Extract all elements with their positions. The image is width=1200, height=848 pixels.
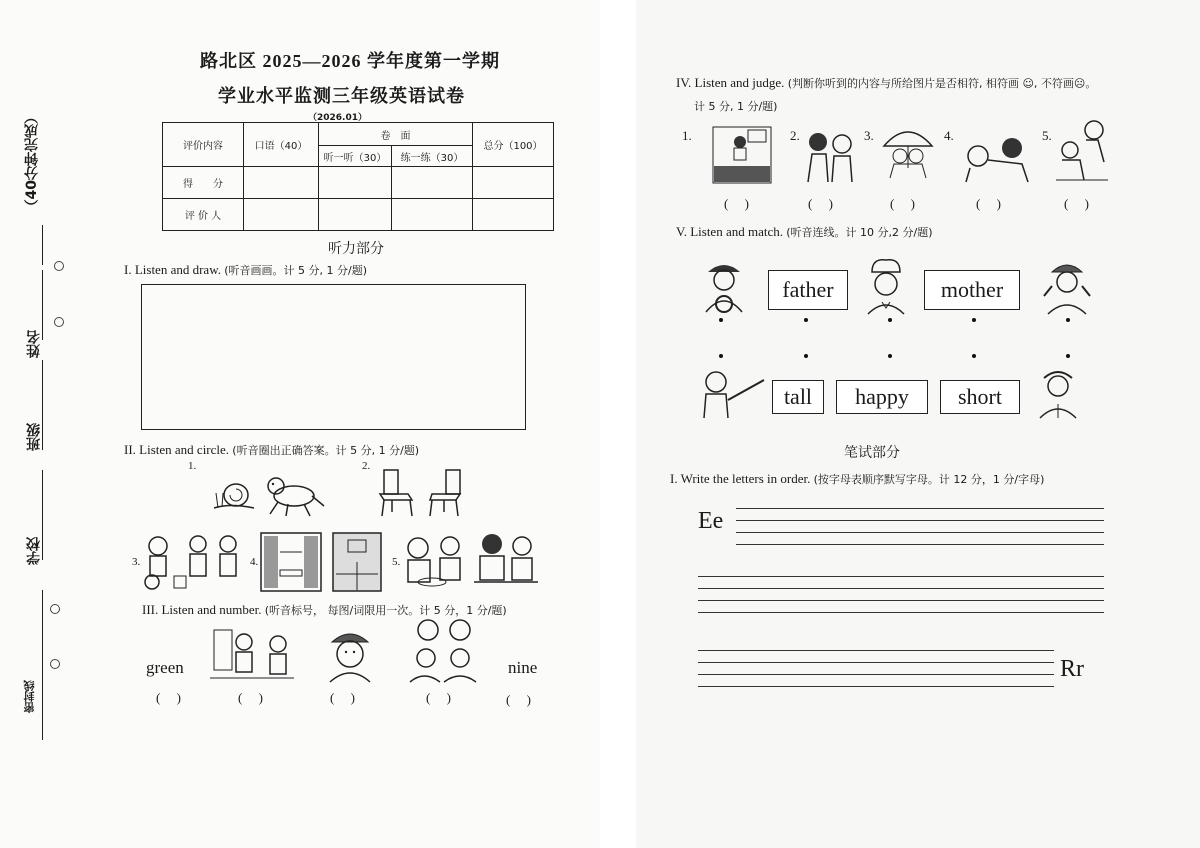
exam-subtitle: 学业水平监测三年级英语试卷: [218, 86, 465, 107]
writing-line[interactable]: [736, 520, 1104, 521]
cartoon-figure-icon[interactable]: [882, 122, 934, 180]
match-dot[interactable]: [972, 354, 976, 358]
class-blank-line: [42, 360, 43, 450]
writing-line[interactable]: [698, 674, 1054, 675]
section4-header: [676, 75, 1096, 91]
answer-blank[interactable]: ( ): [156, 690, 181, 705]
match-dot[interactable]: [888, 354, 892, 358]
writing-line[interactable]: [736, 544, 1104, 545]
judge-blank[interactable]: ( ): [890, 196, 915, 211]
score-col-oral: 口语（40）: [244, 123, 319, 167]
match-dot[interactable]: [888, 318, 892, 322]
binding-hole: [54, 261, 64, 271]
item-number: 1.: [682, 128, 692, 143]
binding-hole: [50, 659, 60, 669]
cartoon-figure-icon[interactable]: [862, 256, 910, 316]
binding-hole: [54, 317, 64, 327]
writing-line[interactable]: [736, 532, 1104, 533]
writing-line[interactable]: [698, 662, 1054, 663]
drawing-box[interactable]: [141, 284, 526, 430]
answer-blank[interactable]: ( ): [506, 692, 531, 707]
writing-line[interactable]: [698, 600, 1104, 601]
match-dot[interactable]: [804, 318, 808, 322]
answer-blank[interactable]: ( ): [426, 690, 451, 705]
score-cell[interactable]: [319, 199, 392, 231]
section2-title: II. Listen and circle.: [124, 442, 230, 457]
writing-line[interactable]: [698, 650, 1054, 651]
item-number: 5.: [392, 556, 401, 568]
word-box-tall[interactable]: tall: [772, 380, 824, 414]
writing-line[interactable]: [698, 612, 1104, 613]
score-table: [162, 122, 554, 231]
chair-icon[interactable]: [374, 466, 418, 518]
judge-blank[interactable]: ( ): [976, 196, 1001, 211]
writing-line[interactable]: [698, 686, 1054, 687]
cartoon-figure-icon[interactable]: [1036, 364, 1080, 420]
match-dot[interactable]: [1066, 318, 1070, 322]
item-number: 2.: [790, 128, 800, 143]
item-number: 5.: [1042, 128, 1052, 143]
judge-blank[interactable]: ( ): [808, 196, 833, 211]
school-blank-line: [42, 470, 43, 560]
section1-title: I. Listen and draw.: [124, 262, 221, 277]
score-cell[interactable]: [244, 167, 319, 199]
name-blank-line: [42, 270, 43, 340]
score-col-item: 评价内容: [163, 123, 244, 167]
end-letter: Rr: [1060, 656, 1084, 682]
item-number: 3.: [864, 128, 874, 143]
binding-hole: [50, 604, 60, 614]
cartoon-figure-icon[interactable]: [804, 126, 856, 184]
word-nine: nine: [508, 658, 538, 677]
cartoon-figure-icon[interactable]: [472, 530, 540, 592]
judge-blank[interactable]: ( ): [724, 196, 749, 211]
cartoon-figure-icon[interactable]: [140, 530, 244, 592]
cartoon-figure-icon[interactable]: [260, 532, 322, 592]
score-row-evaluator: 评 价 人: [163, 199, 244, 231]
match-dot[interactable]: [972, 318, 976, 322]
match-dot[interactable]: [1066, 354, 1070, 358]
class-label: 班级: [26, 423, 42, 451]
match-dot[interactable]: [719, 354, 723, 358]
section4-title: IV. Listen and judge.: [676, 75, 785, 90]
seal-label: 密封线: [23, 680, 36, 713]
section2-header: [124, 442, 419, 458]
word-box-father[interactable]: father: [768, 270, 848, 310]
word-box-mother[interactable]: mother: [924, 270, 1020, 310]
writing1-title: I. Write the letters in order.: [670, 471, 811, 486]
name-label: 姓名: [26, 330, 42, 358]
exam-title: 路北区 2025—2026 学年度第一学期: [200, 51, 500, 71]
start-letter: Ee: [698, 508, 724, 534]
word-green: green: [146, 658, 184, 677]
section2-note: (听音圈出正确答案。计 5 分, 1 分/题): [232, 444, 420, 457]
writing-heading: 笔试部分: [844, 445, 900, 461]
dog-icon[interactable]: [264, 472, 326, 518]
section4-note: (判断你听到的内容与所给图片是否相符, 相符画 ☺, 不符画☹。: [787, 77, 1097, 90]
time-note: （40分钟完成）: [24, 110, 40, 214]
section1-header: [124, 262, 367, 278]
chair-icon[interactable]: [426, 466, 470, 518]
section5-note: (听音连线。计 10 分,2 分/题): [786, 226, 933, 239]
answer-blank[interactable]: ( ): [238, 690, 263, 705]
writing-line[interactable]: [736, 508, 1104, 509]
section4-note-line2: 计 5 分, 1 分/题): [694, 100, 778, 113]
seal-line: [42, 590, 43, 740]
score-col-practice: 练一练（30）: [392, 146, 473, 167]
cartoon-figure-icon[interactable]: [962, 134, 1034, 184]
cartoon-figure-icon[interactable]: [1054, 118, 1110, 182]
match-dot[interactable]: [804, 354, 808, 358]
item-number: 3.: [132, 556, 141, 568]
word-box-short[interactable]: short: [940, 380, 1020, 414]
score-cell[interactable]: [392, 199, 473, 231]
word-box-happy[interactable]: happy: [836, 380, 928, 414]
writing1-note: (按字母表顺序默写字母。计 12 分，1 分/字母): [813, 473, 1045, 486]
score-cell[interactable]: [319, 167, 392, 199]
score-col-listen: 听一听（30）: [319, 146, 392, 167]
cartoon-figure-icon[interactable]: [1040, 256, 1094, 316]
score-row-score: 得 分: [163, 167, 244, 199]
cartoon-figure-icon[interactable]: [322, 626, 378, 684]
page-gap: [600, 0, 636, 848]
score-cell[interactable]: [473, 199, 554, 231]
writing-line[interactable]: [698, 588, 1104, 589]
answer-blank[interactable]: ( ): [330, 690, 355, 705]
score-cell[interactable]: [244, 199, 319, 231]
score-col-paper: 卷 面: [319, 123, 473, 146]
judge-blank[interactable]: ( ): [1064, 196, 1089, 211]
score-cell[interactable]: [392, 167, 473, 199]
section3-note: (听音标号， 每图/词限用一次。计 5 分，1 分/题): [264, 604, 507, 617]
writing-line[interactable]: [698, 576, 1104, 577]
cartoon-figure-icon[interactable]: [698, 368, 768, 420]
cartoon-figure-icon[interactable]: [402, 532, 464, 590]
score-cell[interactable]: [473, 167, 554, 199]
item-number: 4.: [250, 556, 259, 568]
cartoon-figure-icon[interactable]: [210, 626, 294, 684]
binding-line: [42, 225, 43, 265]
cartoon-figure-icon[interactable]: [702, 258, 746, 314]
section1-note: (听音画画。计 5 分, 1 分/题): [224, 264, 368, 277]
item-number: 4.: [944, 128, 954, 143]
item-number: 2.: [362, 460, 371, 472]
cartoon-figure-icon[interactable]: [712, 126, 772, 184]
writing1-header: [670, 471, 1044, 487]
cartoon-figure-icon[interactable]: [404, 616, 480, 684]
score-col-total: 总分（100）: [473, 123, 554, 167]
school-label: 学校: [26, 537, 42, 565]
exam-date: （2026.01）: [308, 113, 367, 123]
listening-heading: 听力部分: [328, 241, 384, 257]
match-dot[interactable]: [719, 318, 723, 322]
snail-icon[interactable]: [210, 475, 258, 513]
cartoon-figure-icon[interactable]: [332, 532, 382, 592]
item-number: 1.: [188, 460, 197, 472]
section3-title: III. Listen and number.: [142, 602, 262, 617]
section5-title: V. Listen and match.: [676, 224, 783, 239]
section5-header: [676, 224, 933, 240]
